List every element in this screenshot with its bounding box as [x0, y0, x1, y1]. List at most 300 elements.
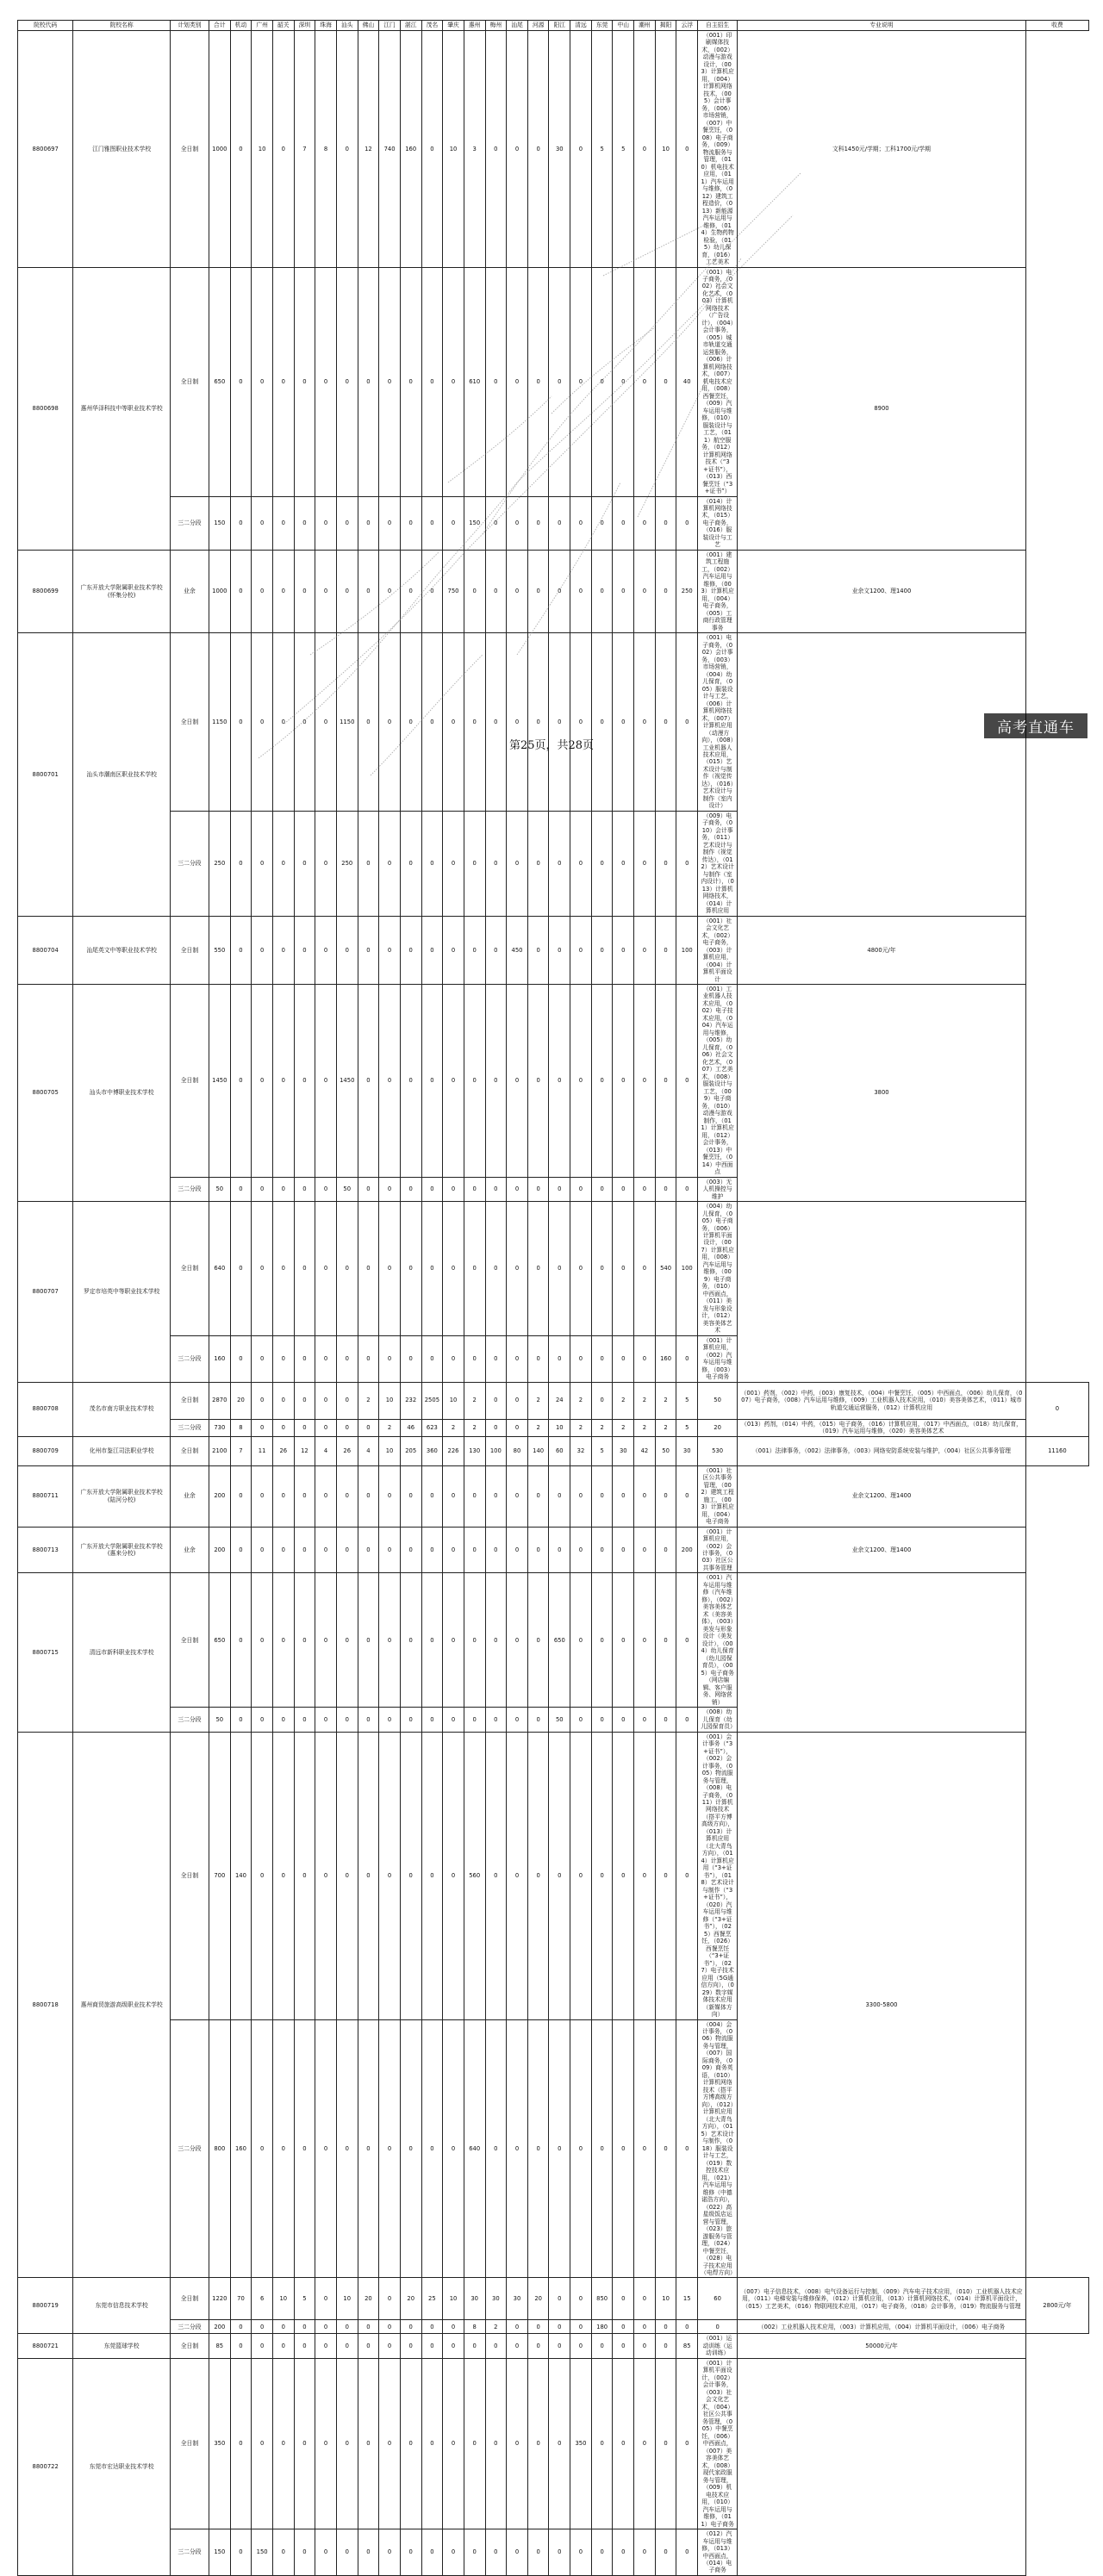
- quota-cell: 50: [549, 1708, 570, 1732]
- quota-cell: 0: [358, 2019, 379, 2278]
- column-header: 梅州: [485, 21, 507, 31]
- quota-cell: 0: [570, 1465, 592, 1527]
- table-body: [18, 31, 1089, 2576]
- quota-cell: 0: [634, 2019, 656, 2278]
- column-header: 自主招生: [698, 21, 738, 31]
- quota-cell: 0: [294, 1382, 315, 1419]
- quota-cell: 0: [400, 1465, 421, 1527]
- quota-cell: 0: [507, 2019, 528, 2278]
- major-description: （013）药剂，（014）中药，（015）电子商务，（016）计算机应用，（017）中西面点，（018）幼儿保育，（019）汽车运用与维修，（020）美容美体艺术: [738, 1419, 1026, 1436]
- quota-cell: 0: [315, 1708, 337, 1732]
- quota-cell: 0: [400, 633, 421, 812]
- quota-cell: 640: [209, 1202, 230, 1336]
- quota-cell: 0: [315, 1732, 337, 2019]
- quota-cell: 1220: [209, 2278, 230, 2320]
- quota-cell: 0: [464, 916, 485, 984]
- quota-cell: 0: [591, 1465, 613, 1527]
- major-description: （001）会计事务（“3+证书”），（002）会计事务，（005）物流服务与管理，（008）电子商务，（011）计算机网络技术（搭平方博高级方向），（013）计算机应用（北大青鸟方向），（014）计算机应用（“3+证书”），（018）艺术设计与制作（“3+证书”），（020）汽车运用与维修（“3+证书”），（025）西餐烹饪，（026）西餐烹饪（“3+证书”），（027）电子技术应用（5G通信方向），（029）数字媒体技术应用（新媒体方向）: [698, 1732, 738, 2019]
- quota-cell: 0: [613, 916, 634, 984]
- quota-cell: 0: [527, 550, 549, 632]
- quota-cell: 0: [527, 267, 549, 496]
- quota-cell: 50: [336, 1177, 358, 1201]
- quota-cell: 0: [613, 2019, 634, 2278]
- quota-cell: 0: [464, 2358, 485, 2529]
- quota-cell: 2: [634, 1419, 656, 1436]
- quota-cell: 0: [379, 2358, 401, 2529]
- quota-cell: 0: [613, 2320, 634, 2334]
- quota-cell: 50: [209, 1708, 230, 1732]
- enrollment-table: [17, 20, 1089, 2576]
- plan-type: 三二分段: [170, 496, 209, 550]
- quota-cell: 0: [485, 985, 507, 1178]
- plan-type: 全日制: [170, 916, 209, 984]
- quota-cell: 0: [527, 1335, 549, 1382]
- major-description: （004）会计事务，（006）物流服务与管理，（007）国际商务，（009）商务英语，（010）计算机网络技术（搭平方博高级方向），（012）计算机应用（北大青鸟方向），（015）艺术设计与制作，（018）服装设计与工艺，（019）数控技术应用，（021）汽车运用与维修（中德诺浩方向），（022）高星级饭店运营与管理，（023）旅游服务与管理，（024）中餐烹饪，（028）电子技术应用（电焊方向）: [698, 2019, 738, 2278]
- quota-cell: 0: [421, 2334, 443, 2358]
- quota-cell: 0: [676, 1335, 698, 1382]
- quota-cell: 0: [549, 1202, 570, 1336]
- quota-cell: 0: [421, 2320, 443, 2334]
- quota-cell: 0: [634, 1177, 656, 1201]
- quota-cell: 30: [549, 31, 570, 268]
- quota-cell: 0: [676, 985, 698, 1178]
- quota-cell: 0: [272, 1335, 294, 1382]
- quota-cell: 40: [676, 267, 698, 496]
- quota-cell: 0: [421, 985, 443, 1178]
- school-code: 8800715: [18, 1573, 73, 1732]
- quota-cell: 0: [336, 1202, 358, 1336]
- column-header: 佛山: [358, 21, 379, 31]
- table-row: [18, 1732, 1089, 2019]
- column-header: 机动: [230, 21, 252, 31]
- tuition-fee: [738, 633, 1026, 916]
- plan-type: 三二分段: [170, 811, 209, 916]
- quota-cell: 0: [591, 2529, 613, 2576]
- quota-cell: 0: [591, 1708, 613, 1732]
- quota-cell: 0: [613, 1177, 634, 1201]
- quota-cell: 1000: [209, 550, 230, 632]
- quota-cell: 6: [252, 2278, 273, 2320]
- school-name: 惠州华泽科技中等职业技术学校: [73, 267, 171, 550]
- quota-cell: 0: [379, 1465, 401, 1527]
- quota-cell: 0: [549, 2529, 570, 2576]
- quota-cell: 0: [400, 985, 421, 1178]
- school-name: 化州市鉴江司法职业学校: [73, 1436, 171, 1465]
- quota-cell: 0: [294, 2358, 315, 2529]
- column-header: 深圳: [294, 21, 315, 31]
- quota-cell: 0: [421, 1732, 443, 2019]
- quota-cell: 226: [443, 1436, 464, 1465]
- quota-cell: 0: [655, 985, 676, 1178]
- major-description: （001）社区公共事务管理，（002）建筑工程施工，（003）计算机应用，（004）电子商务: [698, 1465, 738, 1527]
- major-description: （001）建筑工程施工，（002）汽车运用与维修，（003）计算机应用，（004）电子商务，（005）工商行政管理事务: [698, 550, 738, 632]
- quota-cell: 0: [336, 1732, 358, 2019]
- quota-cell: 0: [294, 1177, 315, 1201]
- quota-cell: 0: [272, 2334, 294, 2358]
- quota-cell: 0: [655, 496, 676, 550]
- school-name: 东莞市信息技术学校: [73, 2278, 171, 2334]
- tuition-fee: 0: [1025, 1382, 1088, 1436]
- quota-cell: 0: [591, 550, 613, 632]
- column-header: 潮州: [634, 21, 656, 31]
- column-header: 清远: [570, 21, 592, 31]
- quota-cell: 0: [252, 1177, 273, 1201]
- plan-type: 全日制: [170, 267, 209, 496]
- quota-cell: 0: [464, 1202, 485, 1336]
- quota-cell: 0: [379, 1177, 401, 1201]
- quota-cell: 0: [315, 1573, 337, 1708]
- quota-cell: 85: [676, 2334, 698, 2358]
- quota-cell: 7: [230, 1436, 252, 1465]
- quota-cell: 0: [591, 2019, 613, 2278]
- quota-cell: 0: [507, 1419, 528, 1436]
- major-description: （001）计算机应用，（002）汽车运用与维修，（003）电子商务: [698, 1335, 738, 1382]
- quota-cell: 160: [230, 2019, 252, 2278]
- column-header: 东莞: [591, 21, 613, 31]
- quota-cell: 700: [209, 1732, 230, 2019]
- quota-cell: 0: [400, 2320, 421, 2334]
- quota-cell: 0: [507, 267, 528, 496]
- quota-cell: 0: [230, 2358, 252, 2529]
- school-name: 茂名市南方职业技术学校: [73, 1382, 171, 1436]
- quota-cell: 0: [570, 1335, 592, 1382]
- quota-cell: 0: [527, 2320, 549, 2334]
- quota-cell: 0: [634, 2358, 656, 2529]
- quota-cell: 0: [272, 2529, 294, 2576]
- quota-cell: 650: [209, 267, 230, 496]
- quota-cell: 250: [676, 550, 698, 632]
- plan-type: 全日制: [170, 31, 209, 268]
- quota-cell: 0: [549, 2334, 570, 2358]
- school-name: 广东开放大学附属职业技术学校(怀集分校): [73, 550, 171, 632]
- school-code: 8800713: [18, 1527, 73, 1573]
- quota-cell: 0: [443, 916, 464, 984]
- quota-cell: 2: [634, 1382, 656, 1419]
- quota-cell: 0: [230, 1527, 252, 1573]
- quota-cell: 0: [507, 1732, 528, 2019]
- quota-cell: 0: [358, 267, 379, 496]
- quota-cell: 0: [443, 267, 464, 496]
- quota-cell: 0: [230, 1202, 252, 1336]
- quota-cell: 0: [336, 1382, 358, 1419]
- quota-cell: 0: [613, 2278, 634, 2320]
- quota-cell: 0: [421, 1465, 443, 1527]
- quota-cell: 0: [421, 1177, 443, 1201]
- quota-cell: 30: [464, 2278, 485, 2320]
- major-description: （001）电子商务，（002）社会文化艺术，（003）计算机网络技术（广告设计），（004）会计事务，（005）城市轨道交通运营服务，（006）计算机网络技术，（007）机电技术应用，（008）西餐烹饪，（009）汽车运用与维修，（010）服装设计与工艺，（011）航空服务，（012）计算机网络技术（“3+证书”），（013）西餐烹饪（“3+证书”）: [698, 267, 738, 496]
- quota-cell: 0: [421, 2358, 443, 2529]
- quota-cell: 0: [336, 2334, 358, 2358]
- quota-cell: 0: [421, 31, 443, 268]
- quota-cell: 0: [655, 2320, 676, 2334]
- table-row: [18, 1419, 1089, 1436]
- quota-cell: 0: [464, 2334, 485, 2358]
- quota-cell: 0: [549, 550, 570, 632]
- quota-cell: 0: [464, 811, 485, 916]
- quota-cell: 0: [315, 916, 337, 984]
- quota-cell: 0: [570, 811, 592, 916]
- quota-cell: 100: [676, 916, 698, 984]
- quota-cell: 2: [613, 1419, 634, 1436]
- quota-cell: 0: [549, 2358, 570, 2529]
- quota-cell: 0: [613, 811, 634, 916]
- quota-cell: 550: [209, 916, 230, 984]
- quota-cell: 0: [336, 1419, 358, 1436]
- quota-cell: 0: [336, 496, 358, 550]
- quota-cell: 0: [443, 1527, 464, 1573]
- quota-cell: 0: [591, 1202, 613, 1336]
- quota-cell: 0: [294, 1708, 315, 1732]
- quota-cell: 730: [209, 1419, 230, 1436]
- quota-cell: 0: [613, 1708, 634, 1732]
- quota-cell: 450: [507, 916, 528, 984]
- quota-cell: 70: [230, 2278, 252, 2320]
- quota-cell: 0: [527, 2358, 549, 2529]
- table-row: [18, 1382, 1089, 1419]
- quota-cell: 0: [464, 550, 485, 632]
- plan-type: 全日制: [170, 1382, 209, 1419]
- quota-cell: 0: [294, 633, 315, 812]
- column-header: 院校代码: [18, 21, 73, 31]
- quota-cell: 0: [570, 633, 592, 812]
- quota-cell: 50: [698, 1382, 738, 1419]
- quota-cell: 0: [507, 1708, 528, 1732]
- quota-cell: 0: [507, 2334, 528, 2358]
- quota-cell: 0: [294, 2334, 315, 2358]
- quota-cell: 0: [527, 1465, 549, 1527]
- quota-cell: 2: [655, 1382, 676, 1419]
- quota-cell: 0: [549, 633, 570, 812]
- quota-cell: 0: [613, 2529, 634, 2576]
- quota-cell: 0: [379, 496, 401, 550]
- quota-cell: 0: [400, 2529, 421, 2576]
- quota-cell: 0: [294, 2529, 315, 2576]
- quota-cell: 0: [294, 496, 315, 550]
- quota-cell: 0: [400, 496, 421, 550]
- quota-cell: 0: [252, 2320, 273, 2334]
- quota-cell: 1150: [336, 633, 358, 812]
- quota-cell: 750: [443, 550, 464, 632]
- plan-type: 三二分段: [170, 1708, 209, 1732]
- quota-cell: 180: [591, 2320, 613, 2334]
- table-row: [18, 2334, 1089, 2358]
- quota-cell: 0: [379, 1732, 401, 2019]
- quota-cell: 0: [358, 633, 379, 812]
- tuition-fee: 3300-5800: [738, 1732, 1026, 2278]
- quota-cell: 0: [272, 1465, 294, 1527]
- quota-cell: 0: [421, 1527, 443, 1573]
- quota-cell: 0: [485, 550, 507, 632]
- quota-cell: 8: [230, 1419, 252, 1436]
- quota-cell: 0: [421, 1708, 443, 1732]
- quota-cell: 0: [507, 496, 528, 550]
- school-name: 东莞市宏达职业技术学校: [73, 2358, 171, 2575]
- table-row: [18, 1573, 1089, 1708]
- quota-cell: 0: [570, 2334, 592, 2358]
- quota-cell: 0: [464, 1708, 485, 1732]
- quota-cell: 0: [591, 1177, 613, 1201]
- plan-type: 全日制: [170, 985, 209, 1178]
- quota-cell: 0: [464, 1465, 485, 1527]
- quota-cell: 0: [507, 2358, 528, 2529]
- quota-cell: 20: [527, 2278, 549, 2320]
- quota-cell: 0: [252, 2019, 273, 2278]
- quota-cell: 1000: [209, 31, 230, 268]
- quota-cell: 0: [315, 2334, 337, 2358]
- quota-cell: 0: [485, 2529, 507, 2576]
- quota-cell: 0: [252, 985, 273, 1178]
- major-description: （001）药剂，（002）中药，（003）康复技术，（004）中餐烹饪，（005）中西面点，（006）幼儿保育，（007）电子商务，（008）汽车运用与维修，（009）工业机器人技术应用，（010）美容美体艺术，（011）城市轨道交通运营服务，（012）计算机应用: [738, 1382, 1026, 1419]
- quota-cell: 0: [613, 985, 634, 1178]
- quota-cell: 0: [570, 550, 592, 632]
- quota-cell: 0: [549, 1177, 570, 1201]
- tuition-fee: [738, 2358, 1026, 2575]
- quota-cell: 0: [379, 916, 401, 984]
- quota-cell: 0: [272, 1732, 294, 2019]
- quota-cell: 11: [252, 1436, 273, 1465]
- quota-cell: 0: [570, 1573, 592, 1708]
- quota-cell: 0: [315, 1177, 337, 1201]
- quota-cell: 100: [485, 1436, 507, 1465]
- column-header: 江门: [379, 21, 401, 31]
- quota-cell: 0: [485, 267, 507, 496]
- quota-cell: 46: [400, 1419, 421, 1436]
- quota-cell: 4: [358, 1436, 379, 1465]
- quota-cell: 0: [379, 633, 401, 812]
- quota-cell: 2: [527, 1382, 549, 1419]
- quota-cell: 0: [443, 1732, 464, 2019]
- quota-cell: 0: [315, 985, 337, 1178]
- quota-cell: 3: [464, 31, 485, 268]
- school-name: 汕头市中博职业技术学校: [73, 985, 171, 1202]
- quota-cell: 0: [570, 1177, 592, 1201]
- quota-cell: 0: [464, 633, 485, 812]
- quota-cell: 0: [485, 2334, 507, 2358]
- quota-cell: 0: [527, 1573, 549, 1708]
- quota-cell: 0: [379, 2320, 401, 2334]
- quota-cell: 0: [421, 1335, 443, 1382]
- quota-cell: 0: [315, 2320, 337, 2334]
- quota-cell: 0: [613, 633, 634, 812]
- quota-cell: 0: [613, 267, 634, 496]
- quota-cell: 4: [315, 1436, 337, 1465]
- quota-cell: 0: [485, 1419, 507, 1436]
- quota-cell: 2: [570, 1419, 592, 1436]
- quota-cell: 30: [613, 1436, 634, 1465]
- quota-cell: 0: [358, 1732, 379, 2019]
- quota-cell: 0: [527, 1732, 549, 2019]
- quota-cell: 2100: [209, 1436, 230, 1465]
- quota-cell: 0: [485, 31, 507, 268]
- quota-cell: 0: [655, 1573, 676, 1708]
- quota-cell: 0: [591, 1573, 613, 1708]
- plan-type: 全日制: [170, 1436, 209, 1465]
- quota-cell: 50: [209, 1177, 230, 1201]
- quota-cell: 0: [315, 267, 337, 496]
- quota-cell: 0: [421, 496, 443, 550]
- column-header: 珠海: [315, 21, 337, 31]
- quota-cell: 0: [634, 2334, 656, 2358]
- header-row: [18, 21, 1089, 31]
- quota-cell: 0: [655, 1465, 676, 1527]
- quota-cell: 30: [485, 2278, 507, 2320]
- tuition-fee: 业余文1200、理1400: [738, 1527, 1026, 1573]
- quota-cell: 0: [507, 1335, 528, 1382]
- quota-cell: 0: [294, 811, 315, 916]
- quota-cell: 0: [400, 811, 421, 916]
- quota-cell: 2: [358, 1382, 379, 1419]
- quota-cell: 0: [294, 1202, 315, 1336]
- school-code: 8800722: [18, 2358, 73, 2575]
- quota-cell: 0: [613, 1732, 634, 2019]
- quota-cell: 0: [272, 550, 294, 632]
- quota-cell: 150: [209, 496, 230, 550]
- school-code: 8800699: [18, 550, 73, 632]
- quota-cell: 0: [400, 1202, 421, 1336]
- table-row: [18, 1465, 1089, 1527]
- quota-cell: 0: [272, 1573, 294, 1708]
- quota-cell: 0: [634, 2529, 656, 2576]
- quota-cell: 640: [464, 2019, 485, 2278]
- quota-cell: 0: [527, 1177, 549, 1201]
- plan-type: 全日制: [170, 2278, 209, 2320]
- quota-cell: 200: [209, 1527, 230, 1573]
- plan-type: 三二分段: [170, 2320, 209, 2334]
- quota-cell: 0: [400, 1573, 421, 1708]
- quota-cell: 0: [358, 1177, 379, 1201]
- quota-cell: 150: [464, 496, 485, 550]
- quota-cell: 0: [379, 2334, 401, 2358]
- quota-cell: 540: [655, 1202, 676, 1336]
- quota-cell: 10: [443, 31, 464, 268]
- table-row: [18, 985, 1089, 1178]
- quota-cell: 0: [676, 31, 698, 268]
- quota-cell: 0: [655, 267, 676, 496]
- school-code: 8800709: [18, 1436, 73, 1465]
- quota-cell: 2870: [209, 1382, 230, 1419]
- quota-cell: 0: [591, 1732, 613, 2019]
- quota-cell: 0: [230, 633, 252, 812]
- quota-cell: 200: [209, 1465, 230, 1527]
- quota-cell: 0: [676, 2529, 698, 2576]
- quota-cell: 0: [634, 1527, 656, 1573]
- quota-cell: 0: [443, 1177, 464, 1201]
- quota-cell: 0: [358, 1419, 379, 1436]
- page-footer: 第25页，共28页: [508, 739, 595, 752]
- quota-cell: 610: [464, 267, 485, 496]
- column-header: 计划类别: [170, 21, 209, 31]
- column-header: 专业说明: [738, 21, 1026, 31]
- major-description: （001）汽车运用与维修（汽车维修），（002）美容美体艺术（美容美体），（003）美发与形象设计（美发设计），（004）幼儿保育（幼儿园保育员），（005）电子商务（网店编辑、客户服务、网络营销）: [698, 1573, 738, 1708]
- major-description: （001）印刷媒体技术，（002）动漫与游戏设计，（003）计算机应用，（004）计算机网络技术，（005）会计事务，（006）市场营销，（007）中餐烹饪，（008）电子商务，（009）物流服务与管理，（010）机电技术应用，（011）汽车运用与维修，（012）建筑工程造价，（013）新能源汽车运用与维修，（014）生物药物检验，（015）幼儿保育，（016）工艺美术: [698, 31, 738, 268]
- quota-cell: 0: [421, 267, 443, 496]
- quota-cell: 0: [655, 2334, 676, 2358]
- quota-cell: 0: [549, 985, 570, 1178]
- quota-cell: 0: [549, 2320, 570, 2334]
- major-description: （014）计算机网络技术，（015）电子商务，（016）服装设计与工艺: [698, 496, 738, 550]
- column-header: 阳江: [549, 21, 570, 31]
- quota-cell: 0: [230, 2320, 252, 2334]
- quota-cell: 0: [570, 2019, 592, 2278]
- plan-type: 三二分段: [170, 1419, 209, 1436]
- quota-cell: 60: [698, 2278, 738, 2320]
- quota-cell: 0: [379, 1335, 401, 1382]
- school-name: 广东开放大学附属职业技术学校(陆河分校): [73, 1465, 171, 1527]
- quota-cell: 0: [272, 267, 294, 496]
- quota-cell: 0: [336, 2320, 358, 2334]
- quota-cell: 0: [294, 1732, 315, 2019]
- quota-cell: 0: [252, 1465, 273, 1527]
